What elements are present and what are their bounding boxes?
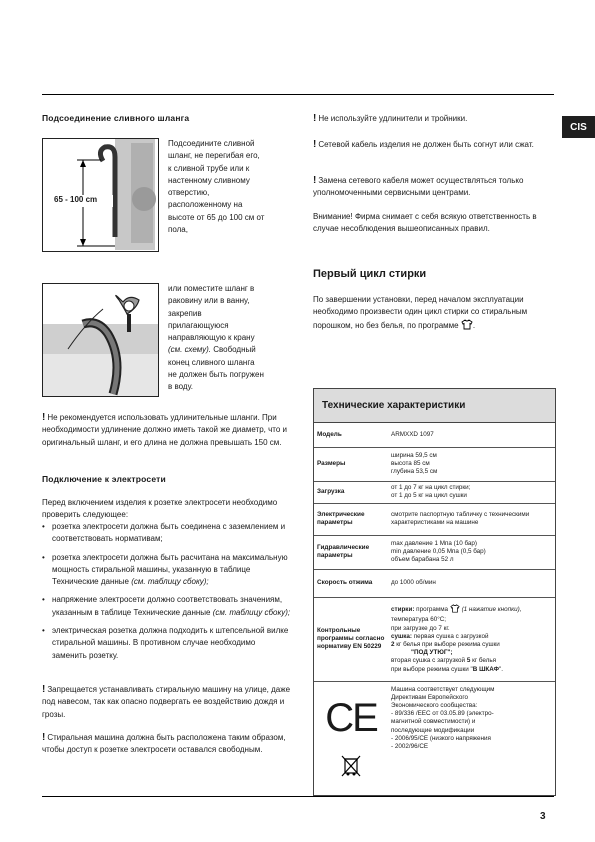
line: [391, 666, 552, 674]
spec-key: Размеры: [314, 447, 388, 481]
line: конец сливного шланга: [168, 357, 255, 367]
warning-text: Сетевой кабель изделия не должен быть согнут или сжат.: [318, 140, 534, 149]
line: к сливной трубе или к: [168, 163, 250, 173]
item-text: розетка электросети должна быть расчитана на максимальную мощность стиральной машины, указанную в таблице Технические данные: [52, 552, 288, 587]
liability-notice: Внимание! Фирма снимает с себя всякую ответственность в случае несоблюдения вышеописанных правил.: [313, 212, 537, 234]
wash-text: программа: [414, 606, 450, 614]
drain-hose-sink-figure: [42, 283, 159, 397]
cable-bend-warning: [313, 139, 554, 151]
shirt-program-icon: [450, 604, 460, 616]
top-rule: [42, 94, 554, 95]
line: высоте от 65 до 100 см от: [168, 212, 265, 222]
line: последующие модификации: [391, 726, 475, 734]
line: высота 85 см: [391, 459, 430, 467]
line: магнитной совместимости) и: [391, 718, 476, 726]
adapter-warning: [313, 113, 554, 125]
warning-text: Замена сетевого кабеля может осуществляться только уполномоченными сервисными центрами.: [313, 176, 524, 198]
line: закрепив: [168, 308, 202, 318]
item-text: напряжение электросети должно соответствовать значениям, указанным в таблице Технические данные: [52, 595, 283, 617]
line: [391, 657, 552, 665]
spec-table-title: Технические характеристики: [314, 389, 555, 423]
warning-icon: !: [42, 684, 46, 695]
ce-mark-icon: CE: [325, 695, 377, 740]
electric-checklist: [42, 521, 292, 668]
spec-value: [388, 481, 555, 503]
table-row: [314, 423, 555, 447]
line: - 2006/95/CE (низкого напряжения: [391, 734, 491, 742]
drum-volume: объем барабана 52 л: [391, 556, 454, 564]
dry-kg: 2: [391, 641, 395, 648]
line: min давление 0,05 Мпа (0,5 бар): [391, 547, 486, 555]
language-tab: CIS: [562, 116, 595, 138]
table-row: [314, 503, 555, 535]
line: от 1 до 5 кг на цикл сушки: [391, 492, 467, 499]
line: пола,: [168, 225, 188, 235]
item-ref: (см. таблицу сбоку);: [131, 577, 209, 587]
hose-section-title: Подсоединение сливного шланга: [42, 113, 190, 123]
item-ref: (см. таблицу сбоку);: [212, 607, 291, 617]
spec-key: Модель: [314, 423, 388, 447]
warning-text: Запрещается устанавливать стиральную машину на улице, даже под навесом, так как опасно подвергать ее воздействию дождя и грозы.: [42, 685, 291, 719]
line: [391, 641, 552, 649]
cupboard-mode: В ШКАФ: [472, 665, 499, 673]
electric-section-title: Подключение к электросети: [42, 474, 166, 484]
height-label: 65 - 100 cm: [54, 195, 98, 204]
line: шланг, не перегибая его,: [168, 151, 260, 161]
item-text: розетка электросети должна быть соединена с заземлением и соответствовать нормативам;: [52, 522, 286, 544]
line: [391, 604, 552, 624]
iron-mode: "ПОД УТЮГ";: [411, 649, 453, 657]
cycle-end: .: [472, 320, 476, 330]
line: max давление 1 Мпа (10 бар): [391, 539, 478, 547]
spec-value: смотрите паспортную табличку с техническими характеристиками на машине: [388, 503, 555, 535]
outdoor-warning: [42, 684, 297, 721]
table-row: [314, 535, 555, 569]
ce-marks-cell: [314, 681, 388, 795]
wash-note: (1 нажатие кнопки): [461, 606, 520, 614]
line: глубина 53,5 см: [391, 468, 438, 476]
cable-replace-warning: [313, 175, 554, 200]
first-cycle-title: Первый цикл стирки: [313, 268, 427, 280]
warning-icon: !: [313, 139, 317, 150]
dry-label: сушка:: [391, 632, 413, 640]
dry-text: кг белья при выборе режима сушки: [394, 641, 500, 648]
line: [391, 633, 552, 641]
spec-value: до 1000 об/мин: [388, 569, 555, 597]
spec-table-body: [314, 423, 555, 795]
page-number: 3: [540, 811, 546, 822]
line-rest: Свободный: [210, 345, 256, 355]
line: отверстию,: [168, 188, 210, 198]
list-item: [42, 625, 292, 662]
line: Машина соответствует следующим: [391, 685, 495, 693]
line: - 89/336 /EEC от 03.05.89 (электро-: [391, 710, 494, 718]
spec-key: Скорость отжима: [314, 569, 388, 597]
line: прилагающуюся: [168, 320, 229, 330]
warning-text: Стиральная машина должна быть расположена таким образом, чтобы доступ к розетке электросети оставался свободным.: [42, 733, 286, 755]
list-item: [42, 552, 292, 589]
line: Экономического сообщества:: [391, 701, 478, 709]
shirt-program-icon: [461, 319, 476, 334]
line: Директивам Европейского: [391, 693, 468, 701]
table-row: [314, 447, 555, 481]
socket-access-warning: [42, 732, 297, 757]
line: [168, 344, 293, 356]
first-cycle-text: [313, 294, 556, 334]
list-item: [42, 594, 292, 619]
list-item: [42, 521, 292, 546]
line: направляющую к крану: [168, 333, 255, 343]
wash-label: стирки:: [391, 606, 415, 614]
line: в воду.: [168, 382, 193, 392]
spec-key: Гидравлические параметры: [314, 535, 388, 569]
line: - 2002/96/CE: [391, 742, 429, 750]
dry-text: первая сушка с загрузкой: [412, 632, 489, 640]
line: Подсоедините сливной: [168, 139, 255, 148]
dry-kg: 5: [466, 657, 471, 665]
spec-key: Контрольные программы согласно нормативу EN 50229: [314, 597, 388, 681]
bottom-rule: [42, 796, 554, 797]
spec-key: Загрузка: [314, 481, 388, 503]
table-row: [314, 481, 555, 503]
line: от 1 до 7 кг на цикл стирки;: [391, 483, 471, 491]
dry-text: вторая сушка с загрузкой: [391, 657, 467, 665]
spec-value: [388, 597, 555, 681]
line: при загрузке до 7 кг.: [391, 624, 450, 632]
ce-compliance-text: [388, 681, 555, 795]
dry-text: при выборе режима сушки ": [391, 665, 473, 673]
dry-text: кг белья: [470, 657, 497, 665]
table-row: [314, 681, 555, 795]
spec-key: Электрические параметры: [314, 503, 388, 535]
spec-table: [313, 388, 556, 796]
line: не должен быть погружен: [168, 370, 264, 380]
warning-icon: !: [42, 412, 46, 423]
hose-instructions-1: [168, 138, 293, 236]
warning-text: Не используйте удлинители и тройники.: [318, 114, 468, 123]
line: ширина 59,5 см: [391, 451, 437, 459]
table-row: [314, 597, 555, 681]
extension-warning: [42, 412, 297, 449]
warning-icon: !: [313, 113, 317, 124]
wash-temp: , температура 60°С;: [391, 606, 522, 624]
line: или поместите шланг в: [168, 284, 255, 293]
item-text: электрическая розетка должна подходить к штепсельной вилке стиральной машины. В противном случае необходимо заменить розетку.: [52, 626, 289, 660]
table-row: [314, 569, 555, 597]
warning-icon: !: [42, 732, 46, 743]
spec-value: ARMXXD 1097: [388, 423, 555, 447]
line: раковину или в ванну,: [168, 296, 250, 306]
weee-bin-icon: [317, 754, 385, 781]
warning-icon: !: [313, 175, 317, 186]
see-diagram: (см. схему).: [168, 345, 211, 355]
line: [391, 556, 552, 564]
dry-text: ".: [499, 665, 503, 673]
electric-intro: Перед включением изделия к розетке электросети необходимо проверить следующее:: [42, 498, 278, 520]
line: настенному сливному: [168, 175, 250, 185]
spec-value: [388, 447, 555, 481]
line: расположенному на: [168, 200, 243, 210]
cycle-body: По завершении установки, перед началом эксплуатации необходимо произвести один цикл стирки со стиральным порошком, но без белья, по программе: [313, 295, 528, 330]
hose-instructions-2: [168, 283, 293, 394]
warning-text: Не рекомендуется использовать удлинительные шланги. При необходимости удлинение должно иметь такой же диаметр, что и оригинальный шланг, и его длина не должна превышать 150 см.: [42, 413, 287, 447]
spec-value: [388, 535, 555, 569]
